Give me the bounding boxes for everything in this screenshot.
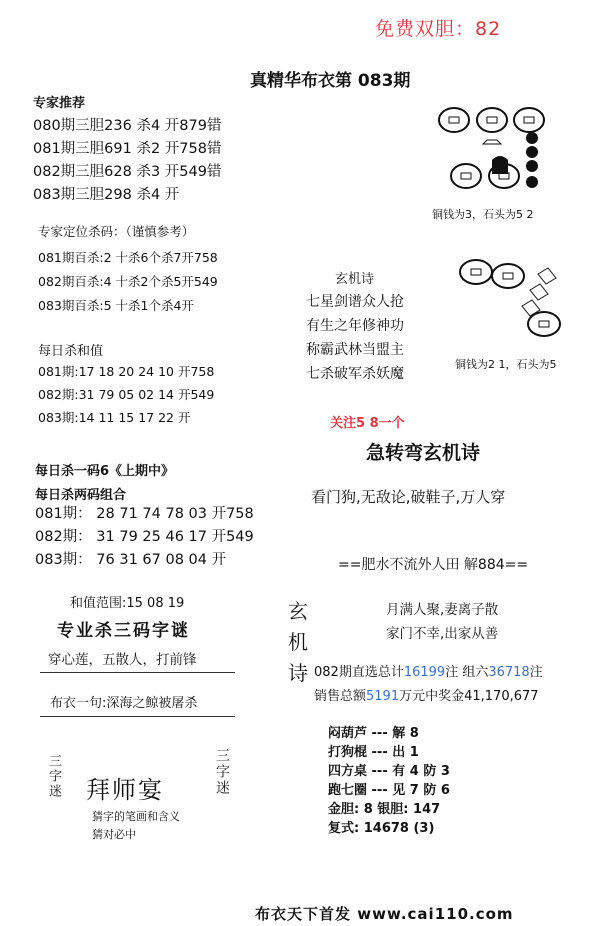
group-six-total: 36718 xyxy=(488,665,530,680)
three-char-right: 三字迷 xyxy=(214,748,230,796)
daily-two-line: 082期： 31 79 25 46 17 开549 xyxy=(35,529,254,545)
poem-lines xyxy=(306,290,404,386)
riddle-text: 穿心莲，五散人，打前锋 xyxy=(48,652,197,668)
sales-label: 注 组六 xyxy=(445,665,489,680)
expert-line: 082期三胆628 杀3 开549错 xyxy=(33,164,222,180)
coin-icon xyxy=(514,108,544,132)
poem-line: 七杀破军杀妖魔 xyxy=(306,366,404,382)
xuanji-lines xyxy=(386,598,498,646)
position-kill-line: 082期百杀:4 十杀2个杀5开549 xyxy=(38,274,218,289)
solution-line: 跑七圈 --- 见 7 防 6 xyxy=(328,783,450,798)
sales-label: 082期直选总计 xyxy=(314,665,404,680)
sales-label: 万元中奖金41,170,677 xyxy=(399,689,539,704)
three-char-left: 三字迷 xyxy=(46,754,61,799)
turn-poem-text: 看门狗,无敌论,破鞋子,万人穿 xyxy=(311,488,506,506)
sales-line-1 xyxy=(314,661,543,680)
turn-poem-title: 急转弯玄机诗 xyxy=(366,442,481,464)
coins-stones-diagram-1 xyxy=(432,100,552,200)
coin-icon xyxy=(451,164,481,188)
coin-icon xyxy=(439,108,469,132)
guess-hint-2: 猜对必中 xyxy=(92,828,136,841)
position-kill-list xyxy=(38,246,218,318)
xuanji-char: 诗 xyxy=(288,661,308,685)
xuanji-line: 家门不幸,出家从善 xyxy=(386,626,499,642)
expert-line: 081期三胆691 杀2 开758错 xyxy=(33,141,222,157)
sum-range: 和值范围:15 08 19 xyxy=(70,596,185,611)
solution-line: 金胆: 8 银胆: 147 xyxy=(328,802,441,817)
xuanji-line: 月满人聚,妻离子散 xyxy=(386,602,499,618)
poem-title: 玄机诗 xyxy=(335,272,375,287)
poem-line: 称霸武林当盟主 xyxy=(306,342,404,358)
daily-sum-line: 081期:17 18 20 24 10 开758 xyxy=(38,364,215,379)
riddle-title: 专业杀三码字谜 xyxy=(57,621,190,641)
daily-two-line: 081期： 28 71 74 78 03 开758 xyxy=(35,506,254,522)
sales-label: 注 xyxy=(529,665,543,680)
daily-two-list xyxy=(35,503,254,572)
stone-icon xyxy=(526,160,538,172)
divider xyxy=(40,672,235,673)
guess-hint-1: 猜字的笔画和含义 xyxy=(92,810,180,823)
daily-sum-line: 083期:14 11 15 17 22 开 xyxy=(38,410,191,425)
solutions-list xyxy=(328,724,450,838)
divider xyxy=(40,716,235,717)
buyi-sentence: 布衣一句:深海之鲸被屠杀 xyxy=(50,696,198,711)
page-title: 真精华布衣第 083期 xyxy=(250,71,411,91)
coin-caption-2: 铜钱为2 1，石头为5 xyxy=(455,358,557,371)
stone-icon xyxy=(483,140,501,144)
solution-line: 闷葫芦 --- 解 8 xyxy=(328,726,419,741)
expert-list xyxy=(33,115,221,207)
stone-icon xyxy=(526,176,538,188)
direct-total: 16199 xyxy=(403,665,446,680)
coin-icon xyxy=(460,260,492,284)
xuanji-char: 玄 xyxy=(288,599,308,623)
daily-sum-heading: 每日杀和值 xyxy=(38,344,104,359)
solution-line: 四方桌 --- 有 4 防 3 xyxy=(328,764,450,779)
coin-caption-1: 铜钱为3，石头为5 2 xyxy=(432,208,534,221)
solution-line: 复式: 14678 (3) xyxy=(328,821,435,836)
xuanji-char: 机 xyxy=(288,630,308,654)
sales-line-2 xyxy=(314,685,539,704)
expert-heading: 专家推荐 xyxy=(33,96,86,111)
position-kill-line: 081期百杀:2 十杀6个杀7开758 xyxy=(38,250,218,265)
coin-icon xyxy=(477,108,507,132)
daily-one-code: 每日杀一码6《上期中》 xyxy=(35,464,175,479)
stone-icon xyxy=(530,284,548,300)
daily-sum-list xyxy=(38,360,214,429)
coin-icon xyxy=(528,312,560,336)
stone-icon xyxy=(492,156,508,174)
expert-line: 080期三胆236 杀4 开879错 xyxy=(33,118,222,134)
stone-icon xyxy=(526,132,538,144)
poem-line: 有生之年修神功 xyxy=(306,318,404,334)
focus-note: 关注5 8一个 xyxy=(330,416,405,431)
sales-amount: 5191 xyxy=(366,689,400,704)
stone-icon xyxy=(526,146,538,158)
feast-title: 拜师宴 xyxy=(86,776,164,804)
daily-two-heading: 每日杀两码组合 xyxy=(35,488,127,503)
xuanji-vertical xyxy=(288,596,308,689)
poem-line: 七星剑谱众人抢 xyxy=(306,294,404,310)
coin-icon xyxy=(492,264,524,288)
position-kill-heading: 专家定位杀码：（谨慎参考） xyxy=(38,224,195,239)
sales-label: 销售总额 xyxy=(314,689,367,704)
solution-line: 打狗棍 --- 出 1 xyxy=(328,745,419,760)
position-kill-line: 083期百杀:5 十杀1个杀4开 xyxy=(38,298,194,313)
footer-source: 布衣天下首发 www.cai110.com xyxy=(255,905,514,923)
coins-stones-diagram-2 xyxy=(452,256,572,356)
stone-icon xyxy=(538,268,556,284)
daily-two-line: 083期： 76 31 67 08 04 开 xyxy=(35,552,227,568)
expert-line: 083期三胆298 杀4 开 xyxy=(33,187,180,203)
free-double-banner: 免费双胆：82 xyxy=(375,18,502,40)
fat-water-riddle: ==肥水不流外人田 解884== xyxy=(338,557,529,573)
daily-sum-line: 082期:31 79 05 02 14 开549 xyxy=(38,387,215,402)
